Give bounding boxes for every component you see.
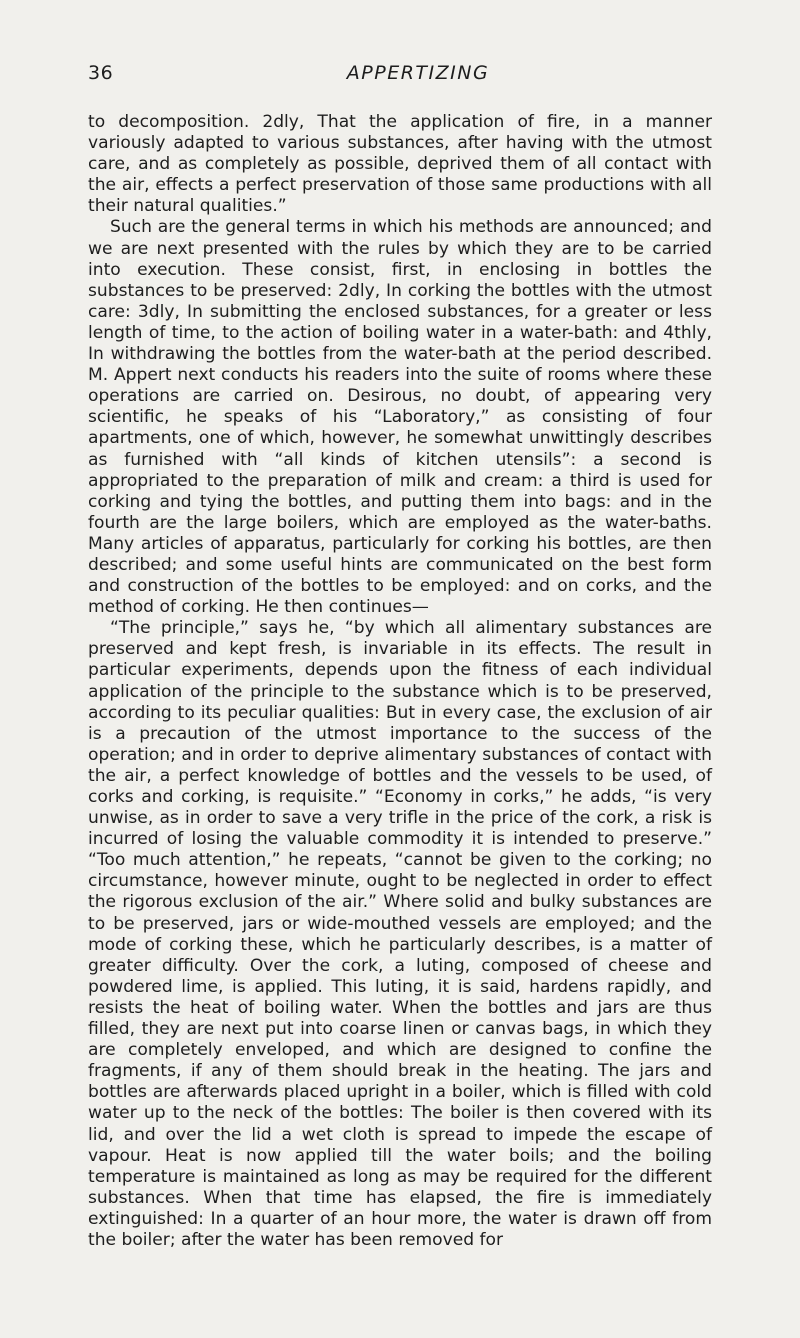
body-text xyxy=(88,112,712,1251)
running-head: APPERTIZING xyxy=(346,62,490,84)
paragraph-3: “The principle,” says he, “by which all alimentary substances are preserved and kept fresh, is invariable in its effects. The result in particular experiments, depends upon the fitness of each individual application of the principle to the substance which is to be preserved, according to its peculiar qualities: But in every case, the exclusion of air is a precaution of the utmost importance to the success of the operation; and in order to deprive alimentary substances of contact with the air, a perfect knowledge of bottles and the vessels to be used, of corks and corking, is requisite.” “Economy in corks,” he adds, “is very unwise, as in order to save a very trifle in the price of the cork, a risk is incurred of losing the valuable commodity it is intended to preserve.” “Too much attention,” he repeats, “cannot be given to the corking; no circumstance, however minute, ought to be neglected in order to effect the rigorous exclusion of the air.” Where solid and bulky substances are to be preserved, jars or wide-mouthed vessels are employed; and the mode of corking these, which he particularly describes, is a matter of greater difficulty. Over the cork, a luting, composed of cheese and powdered lime, is applied. This luting, it is said, hardens rapidly, and resists the heat of boiling water. When the bottles and jars are thus filled, they are next put into coarse linen or canvas bags, in which they are completely enveloped, and which are designed to confine the fragments, if any of them should break in the heating. The jars and bottles are afterwards placed upright in a boiler, which is filled with cold water up to the neck of the bottles: The boiler is then covered with its lid, and over the lid a wet cloth is spread to impede the escape of vapour. Heat is now applied till the water boils; and the boiling temperature is maintained as long as may be required for the different substances. When that time has elapsed, the fire is immediately extinguished: In a quarter of an hour more, the water is drawn off from the boiler; after the water has been removed for xyxy=(88,618,712,1250)
page-number: 36 xyxy=(88,62,114,84)
page-header xyxy=(88,62,708,92)
paragraph-1: to decomposition. 2dly, That the application of fire, in a manner variously adapted to various substances, after having with the utmost care, and as completely as possible, deprived them of all contact with the air, effects a perfect preservation of those same productions with all their natural qualities.” xyxy=(88,112,712,217)
paragraph-2: Such are the general terms in which his methods are announced; and we are next presented with the rules by which they are to be carried into execution. These consist, first, in enclosing in bottles the substances to be preserved: 2dly, In corking the bottles with the utmost care: 3dly, In submitting the enclosed substances, for a greater or less length of time, to the action of boiling water in a water-bath: and 4thly, In withdrawing the bottles from the water-bath at the period described. M. Appert next conducts his readers into the suite of rooms where these operations are carried on. Desirous, no doubt, of appearing very scientific, he speaks of his “Laboratory,” as consisting of four apartments, one of which, however, he somewhat unwittingly describes as furnished with “all kinds of kitchen utensils”: a second is appropriated to the preparation of milk and cream: a third is used for corking and tying the bottles, and putting them into bags: and in the fourth are the large boilers, which are employed as the water-baths. Many articles of apparatus, particularly for corking his bottles, are then described; and some useful hints are communicated on the best form and construction of the bottles to be employed: and on corks, and the method of corking. He then continues— xyxy=(88,217,712,618)
